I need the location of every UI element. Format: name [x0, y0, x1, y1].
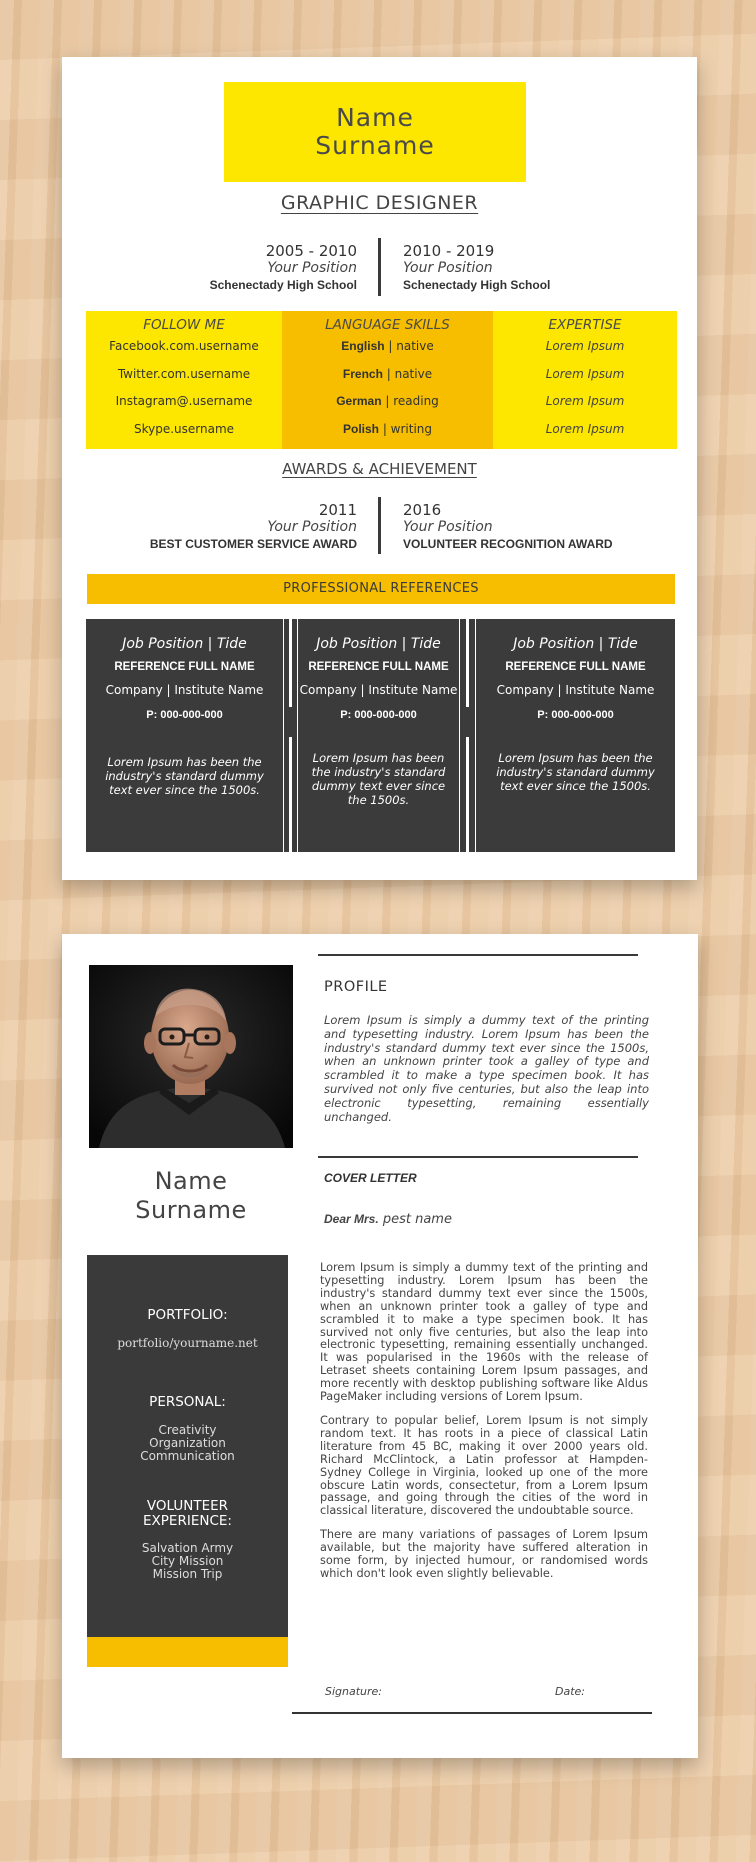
last-name: Surname [135, 1196, 247, 1224]
reference-job: Job Position | Tide [122, 636, 247, 652]
award-entry-2 [403, 501, 613, 553]
education-school: Schenectady High School [403, 278, 551, 292]
profile-top-rule [318, 954, 638, 956]
reference-job: Job Position | Tide [513, 636, 638, 652]
award-name: VOLUNTEER RECOGNITION AWARD [403, 537, 613, 551]
resume-page-1 [62, 57, 697, 880]
card-gap-1 [284, 619, 297, 852]
reference-job: Job Position | Tide [316, 636, 441, 652]
reference-card-2 [298, 619, 459, 852]
sidebar-panel [87, 1255, 288, 1637]
follow-column [86, 311, 282, 449]
language-item: German | reading [336, 394, 439, 408]
volunteer-title: VOLUNTEER EXPERIENCE: [143, 1498, 232, 1529]
social-link-facebook[interactable]: Facebook.com.username [109, 339, 259, 353]
last-name: Surname [315, 131, 435, 160]
reference-company: Company | Institute Name [299, 683, 458, 697]
volunteer-item: City Mission [151, 1554, 224, 1568]
education-position: Your Position [403, 260, 493, 276]
education-divider [378, 238, 381, 296]
person-portrait-image [89, 965, 293, 1148]
personal-item: Communication [140, 1449, 235, 1463]
award-entry-1 [150, 501, 357, 553]
expertise-column [493, 311, 677, 449]
language-title: LANGUAGE SKILLS [325, 317, 450, 333]
letter-paragraph: Lorem Ipsum is simply a dummy text of the printing and typesetting industry. Lorem Ipsum has been the industry's standard dummy text ever since the 1500s, when an unknown printer took a galley of type and scrambled it to make a type specimen book. It has survived not only five centuries, but also the leap into electronic typesetting, remaining essentially unchanged. It was popularised in the 1960s with the release of Letraset sheets containing Lorem Ipsum passages, and more recently with desktop publishing software like Aldus PageMaker including versions of Lorem Ipsum. [320, 1261, 648, 1404]
personal-item: Organization [149, 1436, 226, 1450]
reference-company: Company | Institute Name [496, 683, 655, 697]
social-link-twitter[interactable]: Twitter.com.username [117, 366, 251, 381]
award-year: 2011 [318, 501, 357, 519]
language-column [282, 311, 493, 449]
job-title: GRAPHIC DESIGNER [280, 192, 479, 214]
language-item: Polish | writing [342, 421, 433, 436]
reference-phone: P: 000-000-000 [146, 709, 223, 721]
education-entry-2 [403, 242, 550, 294]
profile-title: PROFILE [324, 979, 388, 995]
expertise-item: Lorem Ipsum [545, 339, 625, 353]
sidebar-accent-bar [87, 1637, 288, 1667]
cover-letter-body [320, 1262, 648, 1592]
signature-rule [292, 1712, 652, 1714]
expertise-item: Lorem Ipsum [545, 366, 625, 381]
card-gap-2 [460, 619, 475, 852]
reference-name: REFERENCE FULL NAME [114, 661, 255, 673]
volunteer-item: Salvation Army [141, 1541, 234, 1555]
card-gap-line [466, 737, 469, 852]
award-name: BEST CUSTOMER SERVICE AWARD [149, 537, 357, 551]
first-name: Name [154, 1167, 228, 1195]
reference-card-1 [86, 619, 283, 852]
profile-text: Lorem Ipsum is simply a dummy text of the printing and typesetting industry. Lorem Ipsum has been the industry's standard dummy text ever since the 1500s, when an unknown printer took a galley of type and scrambled it to make a type specimen book. It has survived not only five centuries, but also the leap into electronic typesetting, remaining essentially unchanged. [324, 1013, 649, 1124]
education-years: 2005 - 2010 [265, 242, 357, 260]
greeting: Dear Mrs. pest name [324, 1212, 452, 1227]
card-gap-line [289, 619, 292, 707]
cover-letter-title: COVER LETTER [324, 1171, 417, 1185]
resume-page-2 [62, 934, 698, 1758]
name-box [224, 82, 526, 182]
skills-band [86, 311, 677, 449]
card-gap-line [289, 737, 292, 852]
reference-name: REFERENCE FULL NAME [308, 661, 449, 673]
expertise-item: Lorem Ipsum [545, 394, 625, 408]
award-position: Your Position [267, 519, 357, 535]
signature-label: Signature: [325, 1685, 383, 1698]
card-gap-line [466, 619, 469, 707]
expertise-title: EXPERTISE [548, 317, 622, 333]
social-link-skype[interactable]: Skype.username [133, 421, 235, 436]
social-link-instagram[interactable]: Instagram@.username [115, 394, 253, 408]
portfolio-title: PORTFOLIO: [147, 1307, 228, 1323]
education-position: Your Position [267, 260, 357, 276]
awards-title: AWARDS & ACHIEVEMENT [282, 460, 477, 478]
reference-name: REFERENCE FULL NAME [505, 661, 646, 673]
personal-item: Creativity [158, 1423, 217, 1437]
awards-divider [378, 497, 381, 554]
award-year: 2016 [403, 501, 442, 519]
name-2 [89, 1167, 293, 1225]
language-item: English | native [341, 339, 434, 353]
first-name: Name [336, 103, 414, 132]
cover-top-rule [318, 1156, 638, 1158]
reference-company: Company | Institute Name [105, 683, 264, 697]
date-label: Date: [555, 1685, 585, 1698]
personal-title: PERSONAL: [149, 1394, 226, 1410]
letter-paragraph: There are many variations of passages of Lorem Ipsum available, but the majority have suffered alteration in some form, by injected humour, or randomised words which don't look even slightly believable. [320, 1528, 648, 1580]
reference-phone: P: 000-000-000 [537, 709, 614, 721]
expertise-item: Lorem Ipsum [545, 421, 625, 436]
portfolio-link[interactable]: portfolio/yourname.net [117, 1336, 258, 1350]
reference-text: Lorem Ipsum has been the industry's standard dummy text ever since the 1500s. [311, 751, 446, 807]
education-school: Schenectady High School [209, 278, 357, 292]
reference-text: Lorem Ipsum has been the industry's standard dummy text ever since the 1500s. [496, 751, 655, 793]
education-years: 2010 - 2019 [403, 242, 495, 260]
education-entry-1 [210, 242, 357, 294]
profile-photo [89, 965, 293, 1148]
award-position: Your Position [403, 519, 493, 535]
reference-text: Lorem Ipsum has been the industry's standard dummy text ever since the 1500s. [105, 755, 264, 797]
reference-phone: P: 000-000-000 [340, 709, 417, 721]
follow-title: FOLLOW ME [143, 317, 225, 333]
letter-paragraph: Contrary to popular belief, Lorem Ipsum is not simply random text. It has roots in a piece of classical Latin literature from 45 BC, making it over 2000 years old. Richard McClintock, a Latin professor at Hampden-Sydney College in Virginia, looked up one of the more obscure Latin words, consectetur, from a Lorem Ipsum passage, and going through the cities of the word in classical literature, discovered the undoubtable source. [320, 1413, 648, 1518]
reference-card-3 [476, 619, 675, 852]
references-title: PROFESSIONAL REFERENCES [87, 574, 675, 604]
volunteer-item: Mission Trip [152, 1567, 223, 1581]
language-item: French | native [342, 366, 433, 381]
